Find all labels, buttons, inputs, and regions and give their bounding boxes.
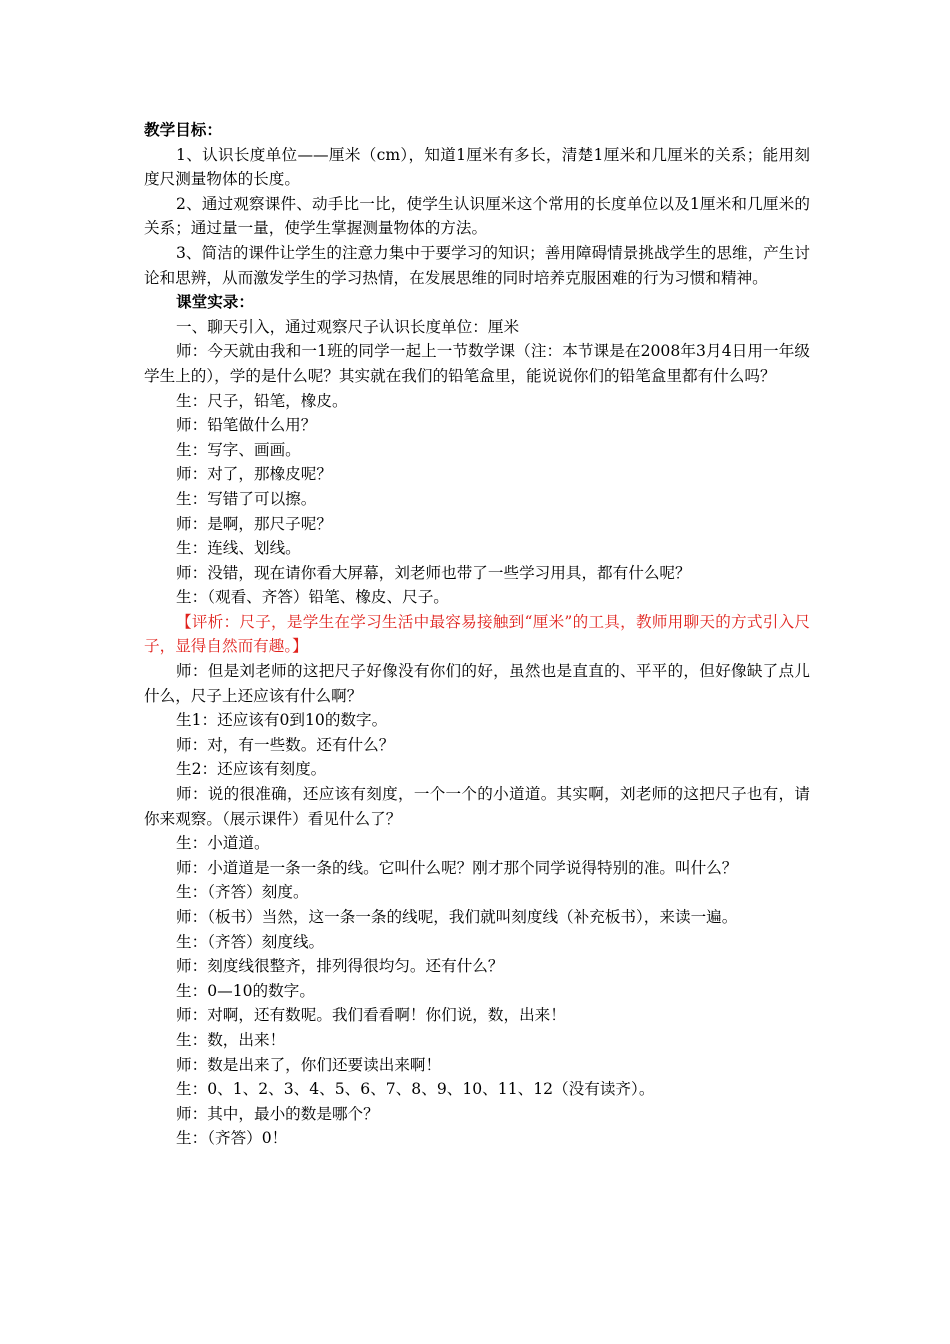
dialogue-line: 生：0、1、2、3、4、5、6、7、8、9、10、11、12（没有读齐）。 xyxy=(176,1080,655,1099)
dialogue-line: 生：连线、划线。 xyxy=(176,539,301,558)
objective-item-2: 2、通过观察课件、动手比一比，使学生认识厘米这个常用的长度单位以及1厘米和几厘米的关系；通过量一量，使学生掌握测量物体的方法。 xyxy=(144,194,810,238)
dialogue-line: 生1：还应该有0到10的数字。 xyxy=(176,711,388,730)
dialogue-line: 师：小道道是一条一条的线。它叫什么呢？刚才那个同学说得特别的准。叫什么？ xyxy=(176,858,738,877)
dialogue-line: 师：（板书）当然，这一条一条的线呢，我们就叫刻度线（补充板书），来读一遍。 xyxy=(176,908,738,926)
dialogue-line: 生：（齐答）0！ xyxy=(176,1129,288,1148)
dialogue-line: 生：数，出来！ xyxy=(176,1030,286,1049)
dialogue-line: 师：对了，那橡皮呢？ xyxy=(176,465,332,484)
dialogue-line: 生：（齐答）刻度。 xyxy=(176,883,309,902)
dialogue-line: 生：（齐答）刻度线。 xyxy=(176,932,325,951)
dialogue-line: 师：是啊，那尺子呢？ xyxy=(176,514,332,533)
objectives-heading: 教学目标： xyxy=(144,120,222,139)
dialogue-line: 生：写错了可以擦。 xyxy=(176,489,317,508)
dialogue-line: 师：说的很准确，还应该有刻度，一个一个的小道道。其实啊，刘老师的这把尺子也有，请你来观察。（展示课件）看见什么了？ xyxy=(144,785,810,828)
dialogue-line: 师：但是刘老师的这把尺子好像没有你们的好，虽然也是直直的、平平的，但好像缺了点儿什么，尺子上还应该有什么啊？ xyxy=(144,662,810,705)
dialogue-line: 师：数是出来了，你们还要读出来啊！ xyxy=(176,1055,442,1074)
dialogue-line: 师：没错，现在请你看大屏幕，刘老师也带了一些学习用具，都有什么呢？ xyxy=(176,563,691,582)
dialogue-line: 师：对，有一些数。还有什么？ xyxy=(176,735,395,754)
dialogue-line: 生：尺子，铅笔，橡皮。 xyxy=(176,391,348,410)
dialogue-line: 师：其中，最小的数是哪个？ xyxy=(176,1104,379,1123)
document-page xyxy=(144,118,810,1151)
dialogue-line: 师：对啊，还有数呢。我们看看啊！你们说，数，出来！ xyxy=(176,1006,566,1025)
dialogue-line: 生：0—10的数字。 xyxy=(176,981,315,1000)
dialogue-line: 师：铅笔做什么用？ xyxy=(176,416,317,435)
dialogue-line: 师：刻度线很整齐，排列得很均匀。还有什么？ xyxy=(176,957,504,976)
comment-annotation: 【评析：尺子，是学生在学习生活中最容易接触到“厘米”的工具，教师用聊天的方式引入尺子，显得自然而有趣。】 xyxy=(144,612,810,656)
dialogue-line: 师：今天就由我和一1班的同学一起上一节数学课（注：本节课是在2008年3月4日用一年级学生上的），学的是什么呢？其实就在我们的铅笔盒里，能说说你们的铅笔盒里都有什么吗？ xyxy=(144,342,810,385)
dialogue-line: 生2：还应该有刻度。 xyxy=(176,760,327,779)
section-title-1: 一、聊天引入，通过观察尺子认识长度单位：厘米 xyxy=(176,317,520,336)
dialogue-line: 生：小道道。 xyxy=(176,834,270,853)
record-heading: 课堂实录： xyxy=(176,292,254,312)
dialogue-line: 生：写字、画画。 xyxy=(176,440,301,459)
dialogue-line: 生：（观看、齐答）铅笔、橡皮、尺子。 xyxy=(176,588,449,607)
objective-item-3: 3、简洁的课件让学生的注意力集中于要学习的知识；善用障碍情景挑战学生的思维，产生讨论和思辨，从而激发学生的学习热情，在发展思维的同时培养克服困难的行为习惯和精神。 xyxy=(144,243,810,287)
objective-item-1: 1、认识长度单位——厘米（cm），知道1厘米有多长，清楚1厘米和几厘米的关系；能用刻度尺测量物体的长度。 xyxy=(144,145,810,189)
